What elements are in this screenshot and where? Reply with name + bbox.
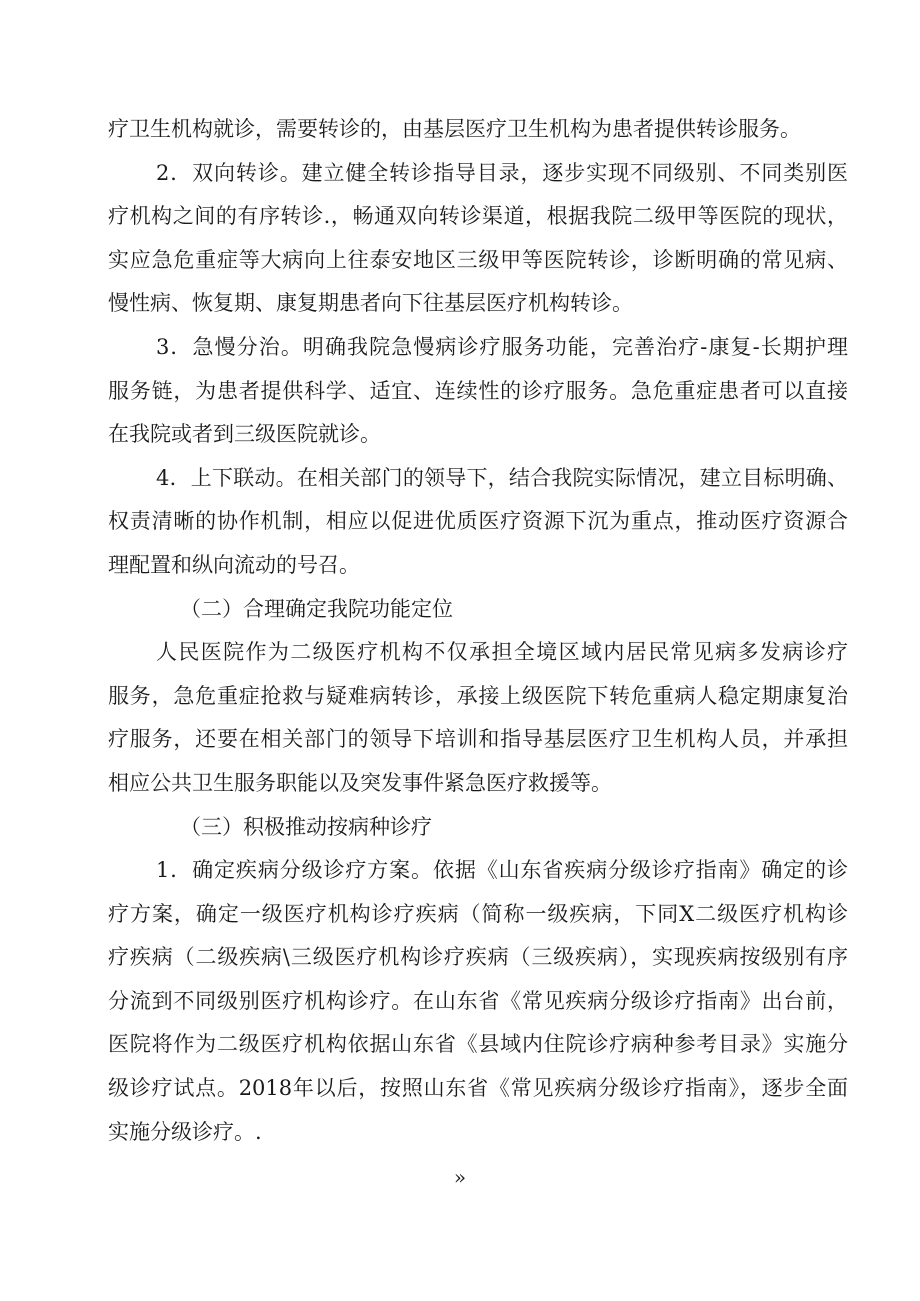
text-line: 服务，急危重症抢救与疑难病转诊，承接上级医院下转危重病人稳定期康复治: [108, 683, 848, 708]
text-line: 慢性病、恢复期、康复期患者向下往基层医疗机构转诊。: [108, 291, 633, 316]
text-line: 级诊疗试点。2018年以后，按照山东省《常见疾病分级诊疗指南》，逐步全面: [108, 1076, 848, 1101]
text-line: 在我院或者到三级医院就诊。: [108, 422, 381, 447]
text-line: 分流到不同级别医疗机构诊疗。在山东省《常见疾病分级诊疗指南》出台前，: [108, 988, 848, 1013]
text-line: 疗疾病（二级疾病\三级医疗机构诊疗疾病（三级疾病），实现疾病按级别有序: [108, 945, 848, 970]
text-line: 人民医院作为二级医疗机构不仅承担全境区域内居民常见病多发病诊疗: [156, 640, 848, 665]
section-heading: （二）合理确定我院功能定位: [180, 596, 453, 621]
text-line: 疗机构之间的有序转诊.，畅通双向转诊渠道，根据我院二级甲等医院的现状，: [108, 204, 848, 229]
text-line: 4．上下联动。在相关部门的领导下，结合我院实际情况，建立目标明确、: [156, 465, 848, 490]
text-line: 实施分级诊疗。.: [108, 1119, 262, 1144]
text-line: 3．急慢分治。明确我院急慢病诊疗服务功能，完善治疗-康复-长期护理: [156, 334, 848, 359]
body-text: [108, 108, 848, 1154]
page-marker: »: [453, 1165, 467, 1189]
text-line: 疗方案，确定一级医疗机构诊疗疾病（简称一级疾病，下同X二级医疗机构诊: [108, 901, 848, 926]
text-line: 疗服务，还要在相关部门的领导下培训和指导基层医疗卫生机构人员，并承担: [108, 727, 848, 752]
text-line: 医院将作为二级医疗机构依据山东省《县域内住院诊疗病种参考目录》实施分: [108, 1032, 848, 1057]
text-line: 权责清晰的协作机制，相应以促进优质医疗资源下沉为重点，推动医疗资源合: [108, 509, 848, 534]
text-line: 实应急危重症等大病向上往泰安地区三级甲等医院转诊，诊断明确的常见病、: [108, 247, 848, 272]
section-heading: （三）积极推动按病种诊疗: [180, 814, 432, 839]
text-line: 疗卫生机构就诊，需要转诊的，由基层医疗卫生机构为患者提供转诊服务。: [108, 117, 801, 141]
text-line: 1．确定疾病分级诊疗方案。依据《山东省疾病分级诊疗指南》确定的诊: [156, 858, 848, 883]
text-line: 相应公共卫生服务职能以及突发事件紧急医疗救援等。: [108, 770, 612, 795]
text-line: 2．双向转诊。建立健全转诊指导目录，逐步实现不同级别、不同类别医: [156, 160, 848, 185]
text-line: 服务链，为患者提供科学、适宜、连续性的诊疗服务。急危重症患者可以直接: [108, 378, 848, 403]
text-line: 理配置和纵向流动的号召。: [108, 552, 360, 577]
